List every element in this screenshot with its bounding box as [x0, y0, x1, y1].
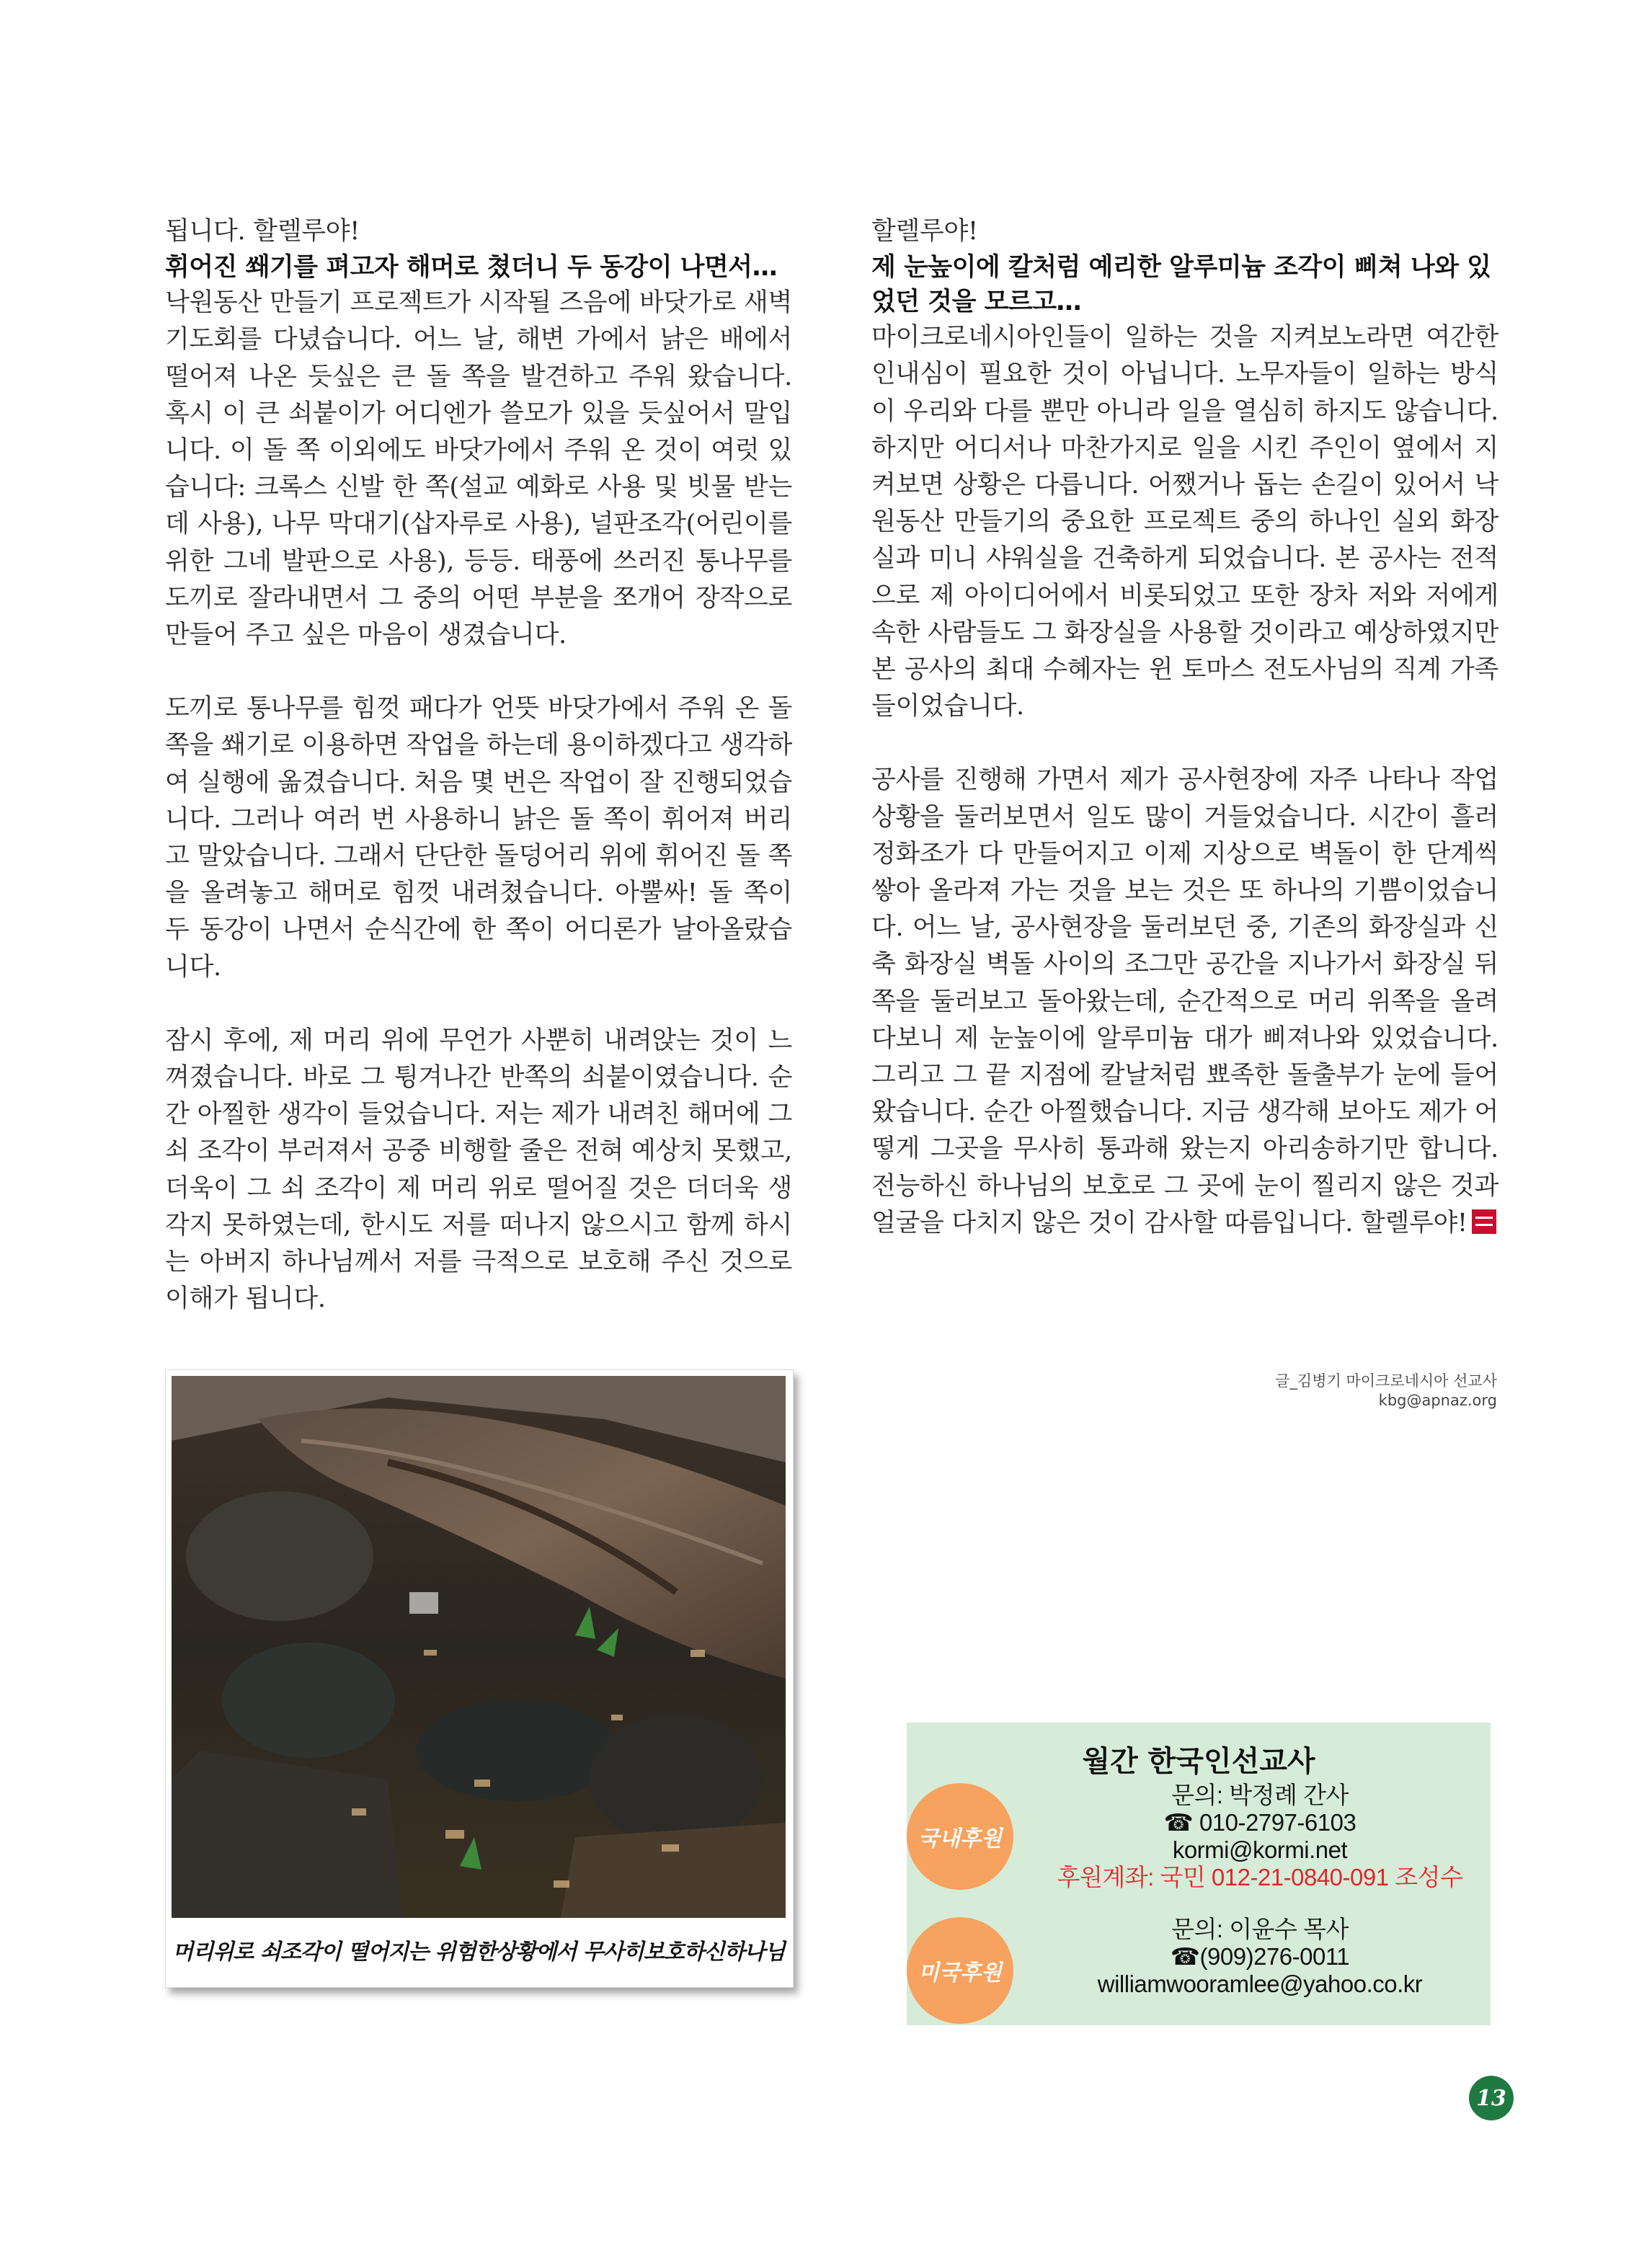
right-paragraph-2	[871, 762, 1498, 1242]
us-contact-person: 문의: 이윤수 목사	[1171, 1916, 1349, 1942]
left-paragraph-3: 잠시 후에, 제 머리 위에 무언가 사뿐히 내려앉는 것이 느껴졌습니다. 바로 그 튕겨나간 반쪽의 쇠붙이였습니다. 순간 아찔한 생각이 들었습니다. 저는 제가 내려친 해머에 그 쇠 조각이 부러져서 공중 비행할 줄은 전혀 예상치 못했고, 더욱이 그 쇠 조각이 제 머리 위로 떨어질 것은 더더욱 생각지 못하였는데, 한시도 저를 떠나지 않으시고 함께 하시는 아버지 하나님께서 저를 극적으로 보호해 주신 것으로 이해가 됩니다.	[165, 1026, 792, 1314]
domestic-contact	[1029, 1782, 1491, 1891]
info-box-title: 월간 한국인선교사	[1082, 1745, 1315, 1778]
left-intro-text: 됩니다. 할렐루야!	[165, 217, 360, 246]
us-contact	[1029, 1916, 1491, 1998]
rock-debris-photo	[172, 1376, 786, 1918]
domestic-support-badge: 국내후원	[907, 1783, 1013, 1890]
left-paragraph-2: 도끼로 통나무를 힘껏 패다가 언뜻 바닷가에서 주워 온 돌 쪽을 쐐기로 이용하면 작업을 하는데 용이하겠다고 생각하여 실행에 옮겼습니다. 처음 몇 번은 작업이 잘 진행되었습니다. 그러나 여러 번 사용하니 낡은 돌 쪽이 휘어져 버리고 말았습니다. 그래서 단단한 돌덩어리 위에 휘어진 돌 쪽을 올려놓고 해머로 힘껏 내려쳤습니다. 아뿔싸! 돌 쪽이 두 동강이 나면서 순식간에 한 쪽이 어디론가 날아올랐습니다.	[165, 694, 792, 982]
support-info-box	[907, 1723, 1491, 2025]
photo-caption: 머리위로 쇠조각이 떨어지는 위험한상황에서 무사히보호하신하나님	[172, 1940, 785, 1965]
domestic-account: 후원계좌: 국민 012-21-0840-091 조성수	[1057, 1864, 1463, 1891]
author-email: kbg@apnaz.org	[1378, 1392, 1497, 1409]
right-paragraph-2-text: 공사를 진행해 가면서 제가 공사현장에 자주 나타나 작업 상황을 둘러보면서 일도 많이 거들었습니다. 시간이 흘러 정화조가 다 만들어지고 이제 지상으로 벽돌이 한 단계씩 쌓아 올라져 가는 것을 보는 것은 또 하나의 기쁨이었습니다. 어느 날, 공사현장을 둘러보던 중, 기존의 화장실과 신축 화장실 벽돌 사이의 조그만 공간을 지나가서 화장실 뒤쪽을 둘러보고 돌아왔는데, 순간적으로 머리 위쪽을 올려다보니 제 눈높이에 알루미늄 대가 삐져나와 있었습니다. 그리고 그 끝 지점에 칼날처럼 뾰족한 돌출부가 눈에 들어왔습니다. 순간 아찔했습니다. 지금 생각해 보아도 제가 어떻게 그곳을 무사히 통과해 왔는지 아리송하기만 합니다. 전능하신 하나님의 보호로 그 곳에 눈이 찔리지 않은 것과 얼굴을 다치지 않은 것이 감사할 따름입니다. 할렐루야!	[871, 765, 1498, 1238]
left-paragraph-1: 낙원동산 만들기 프로젝트가 시작될 즈음에 바닷가로 새벽기도회를 다녔습니다. 어느 날, 해변 가에서 낡은 배에서 떨어져 나온 듯싶은 큰 돌 쪽을 발견하고 주워 왔습니다. 혹시 이 큰 쇠붙이가 어디엔가 쓸모가 있을 듯싶어서 말입니다. 이 돌 쪽 이외에도 바닷가에서 주워 온 것이 여럿 있습니다: 크록스 신발 한 쪽(설교 예화로 사용 및 빗물 받는데 사용), 나무 막대기(삽자루로 사용), 널판조각(어린이를 위한 그네 발판으로 사용), 등등. 태풍에 쓰러진 통나무를 도끼로 잘라내면서 그 중의 어떤 부분을 쪼개어 장작으로 만들어 주고 싶은 마음이 생겼습니다.	[165, 288, 792, 650]
domestic-phone: ☎ 010-2797-6103	[1163, 1809, 1356, 1836]
right-column	[871, 213, 1498, 1242]
domestic-email[interactable]: kormi@kormi.net	[1172, 1836, 1348, 1863]
page-number: 13	[1469, 2076, 1514, 2120]
right-paragraph-1: 마이크로네시아인들이 일하는 것을 지켜보노라면 여간한 인내심이 필요한 것이 아닙니다. 노무자들이 일하는 방식이 우리와 다를 뿐만 아니라 일을 열심히 하지도 않습니다. 하지만 어디서나 마찬가지로 일을 시킨 주인이 옆에서 지켜보면 상황은 다릅니다. 어쨌거나 돕는 손길이 있어서 낙원동산 만들기의 중요한 프로젝트 중의 하나인 실외 화장실과 미니 샤워실을 건축하게 되었습니다. 본 공사는 전적으로 제 아이디어에서 비롯되었고 또한 장차 저와 저에게 속한 사람들도 그 화장실을 사용할 것이라고 예상하였지만 본 공사의 최대 수혜자는 윈 토마스 전도사님의 직계 가족들이었습니다.	[871, 323, 1498, 721]
us-support-badge: 미국후원	[907, 1917, 1013, 2024]
photo-frame	[165, 1369, 794, 1988]
left-section-heading: 휘어진 쐐기를 펴고자 해머로 쳤더니 두 동강이 나면서…	[165, 253, 778, 283]
author-name: 글_김병기 마이크로네시아 선교사	[1275, 1372, 1497, 1390]
left-column	[165, 213, 792, 1318]
us-email[interactable]: williamwooramlee@yahoo.co.kr	[1097, 1971, 1423, 1997]
komi-logo-icon	[1472, 1209, 1496, 1234]
domestic-contact-person: 문의: 박정례 간사	[1171, 1782, 1349, 1808]
us-phone: ☎(909)276-0011	[1170, 1943, 1350, 1970]
author-byline	[1275, 1372, 1497, 1410]
right-intro-text: 할렐루야!	[871, 217, 978, 246]
right-section-heading: 제 눈높이에 칼처럼 예리한 알루미늄 조각이 삐쳐 나와 있었던 것을 모르고…	[871, 253, 1491, 317]
